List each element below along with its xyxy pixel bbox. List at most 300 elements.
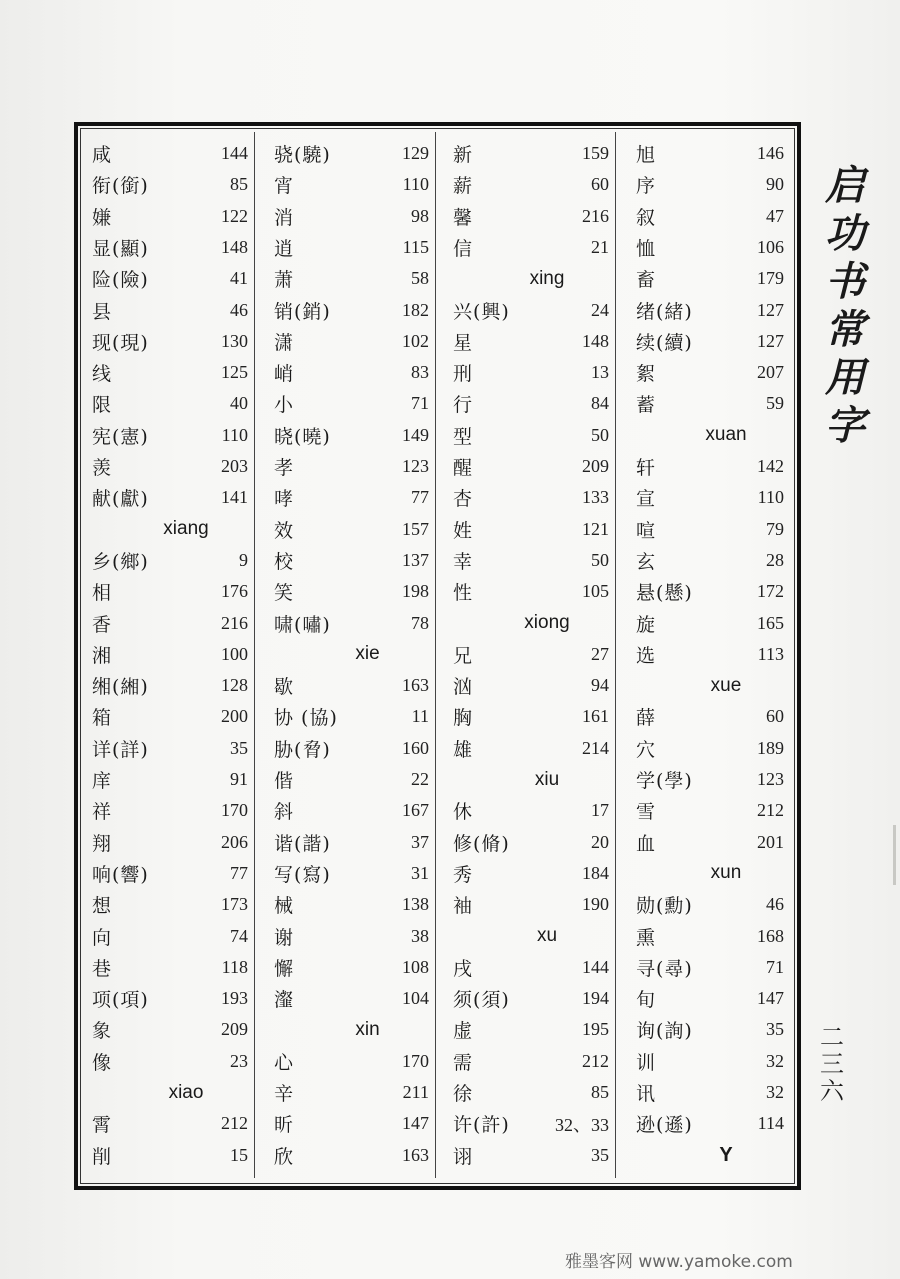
pinyin-label: xiong — [524, 612, 570, 633]
page-reference: 11 — [411, 706, 429, 727]
index-entry — [262, 420, 435, 451]
character-label: 孝 — [274, 457, 295, 479]
index-entry — [262, 670, 435, 701]
page-reference: 38 — [411, 925, 429, 946]
character-label: 休 — [453, 801, 474, 824]
index-entry — [624, 733, 790, 764]
index-entry — [262, 858, 435, 889]
index-entry — [262, 733, 435, 764]
character-label: 乡(鄉) — [92, 550, 149, 573]
index-entry — [624, 295, 790, 326]
index-entry — [624, 701, 790, 732]
index-entry — [84, 576, 254, 607]
index-entry — [84, 639, 254, 670]
side-title-char: 常 — [825, 306, 865, 353]
page-reference: 35 — [766, 1019, 784, 1040]
index-entry — [84, 482, 254, 513]
page-reference: 130 — [221, 330, 248, 351]
page-reference: 127 — [757, 330, 784, 351]
index-entry — [624, 1046, 790, 1077]
pinyin-label: Y — [719, 1143, 733, 1166]
index-entry — [443, 545, 615, 576]
index-entry — [624, 764, 790, 795]
index-entry — [262, 357, 435, 388]
page-reference: 13 — [591, 362, 609, 383]
index-entry — [443, 1014, 615, 1045]
page-reference: 190 — [582, 894, 609, 915]
page-reference: 37 — [411, 831, 429, 852]
index-entry — [84, 1108, 254, 1139]
index-entry — [84, 733, 254, 764]
index-entry — [84, 764, 254, 795]
index-entry — [624, 482, 790, 513]
page-reference: 144 — [221, 143, 248, 163]
index-entry — [262, 701, 435, 732]
index-entry — [262, 545, 435, 576]
character-label: 修(脩) — [453, 832, 510, 855]
character-label: 象 — [92, 1020, 113, 1043]
pinyin-label: xie — [355, 643, 380, 665]
index-entry — [443, 295, 615, 326]
character-label: 晓(曉) — [274, 425, 331, 448]
page-reference: 127 — [757, 299, 784, 320]
character-label: 线 — [92, 363, 113, 386]
pinyin-heading — [624, 1140, 790, 1171]
character-label: 雪 — [636, 801, 657, 824]
pinyin-label: xun — [710, 862, 742, 884]
character-label: 穴 — [636, 738, 657, 761]
page-reference: 193 — [221, 988, 248, 1009]
page-reference: 32 — [766, 1050, 784, 1071]
index-entry — [624, 263, 790, 294]
character-label: 嫌 — [92, 206, 113, 229]
page-reference: 9 — [239, 549, 248, 570]
page-reference: 15 — [230, 1144, 248, 1165]
character-label: 校 — [274, 550, 295, 573]
character-label: 逍 — [274, 237, 295, 260]
index-entry — [84, 451, 254, 482]
page-reference: 78 — [411, 612, 429, 633]
character-label: 项(項) — [92, 989, 149, 1012]
page-reference: 85 — [230, 174, 248, 195]
character-label: 旋 — [636, 613, 657, 636]
character-label: 险(險) — [92, 269, 149, 292]
pinyin-label: xiang — [163, 518, 209, 540]
pinyin-heading — [624, 420, 790, 451]
page-reference: 133 — [582, 487, 609, 508]
index-entry — [443, 1140, 615, 1171]
page-reference: 146 — [757, 143, 784, 163]
page-reference: 113 — [757, 643, 784, 664]
index-entry — [84, 545, 254, 576]
character-label: 羡 — [92, 457, 113, 479]
page-reference: 91 — [230, 769, 248, 789]
index-entry — [443, 889, 615, 920]
index-entry — [84, 921, 254, 952]
character-label: 咸 — [92, 144, 113, 166]
side-title-char: 字 — [825, 402, 865, 449]
page-reference: 209 — [221, 1019, 248, 1040]
character-label: 兴(興) — [453, 300, 510, 323]
index-entry — [443, 983, 615, 1014]
page-reference: 83 — [411, 362, 429, 383]
character-label: 薪 — [453, 175, 474, 198]
index-entry — [84, 827, 254, 858]
index-entry — [84, 952, 254, 983]
character-label: 小 — [274, 394, 295, 417]
character-label: 显(顯) — [92, 237, 149, 260]
character-label: 选 — [636, 644, 657, 667]
index-entry — [624, 952, 790, 983]
index-entry — [262, 232, 435, 263]
pinyin-label: xue — [710, 674, 742, 696]
character-label: 勋(勳) — [636, 895, 693, 918]
character-label: 胁(脅) — [274, 738, 331, 761]
character-label: 现(現) — [92, 331, 149, 354]
page-reference: 32 — [766, 1082, 784, 1102]
page-reference: 172 — [757, 581, 784, 602]
character-label: 幸 — [453, 550, 474, 573]
page-reference: 138 — [402, 894, 429, 915]
character-label: 新 — [453, 144, 474, 166]
page-reference: 32、33 — [555, 1114, 609, 1135]
page-reference: 216 — [221, 612, 248, 633]
index-entry — [262, 952, 435, 983]
page-reference: 141 — [221, 487, 248, 508]
pinyin-heading — [443, 263, 615, 294]
character-label: 许(許) — [453, 1114, 510, 1137]
index-entry — [262, 921, 435, 952]
page-edge-mark — [893, 825, 896, 885]
side-page-char: 三 — [820, 1050, 844, 1078]
character-label: 薛 — [636, 707, 657, 730]
character-label: 需 — [453, 1051, 474, 1074]
character-label: 诩 — [453, 1145, 474, 1168]
index-column-1 — [84, 132, 255, 1178]
index-entry — [443, 388, 615, 419]
page-reference: 41 — [230, 268, 248, 289]
index-entry — [84, 326, 254, 357]
index-entry — [262, 1077, 435, 1108]
index-entry — [443, 138, 615, 169]
character-label: 详(詳) — [92, 738, 149, 761]
index-entry — [443, 482, 615, 513]
page-reference: 170 — [402, 1050, 429, 1071]
character-label: 想 — [92, 895, 113, 918]
index-entry — [624, 983, 790, 1014]
side-title-char: 启 — [825, 162, 865, 209]
page-reference: 118 — [221, 956, 248, 977]
index-entry — [262, 1108, 435, 1139]
index-entry — [443, 1108, 615, 1139]
pinyin-heading — [84, 514, 254, 545]
character-label: 湘 — [92, 644, 113, 667]
page-reference: 71 — [411, 393, 429, 414]
character-label: 杏 — [453, 488, 474, 511]
page-reference: 173 — [221, 894, 248, 915]
page-reference: 35 — [591, 1144, 609, 1165]
page-reference: 148 — [221, 236, 248, 257]
index-entry — [84, 1046, 254, 1077]
page-reference: 157 — [402, 518, 429, 539]
page-reference: 85 — [591, 1082, 609, 1102]
character-label: 性 — [453, 582, 474, 605]
index-entry — [84, 138, 254, 169]
index-entry — [443, 952, 615, 983]
index-entry — [84, 858, 254, 889]
page-reference: 123 — [757, 769, 784, 789]
character-label: 峭 — [274, 363, 295, 386]
index-entry — [443, 576, 615, 607]
pinyin-label: xu — [536, 925, 558, 946]
page-reference: 147 — [757, 988, 784, 1009]
character-label: 学(學) — [636, 770, 693, 792]
character-label: 喧 — [636, 519, 657, 542]
page-reference: 110 — [221, 424, 248, 445]
index-entry — [262, 576, 435, 607]
character-label: 宵 — [274, 175, 295, 198]
index-entry — [84, 670, 254, 701]
page-reference: 167 — [402, 800, 429, 821]
index-entry — [624, 639, 790, 670]
index-entry — [624, 1014, 790, 1045]
character-label: 恤 — [636, 237, 657, 260]
character-label: 欣 — [274, 1145, 295, 1168]
character-label: 絮 — [636, 363, 657, 386]
index-entry — [624, 326, 790, 357]
character-label: 悬(懸) — [636, 582, 693, 605]
index-entry — [84, 608, 254, 639]
page-reference: 35 — [230, 737, 248, 758]
page-reference: 195 — [582, 1019, 609, 1040]
character-label: 畜 — [636, 269, 657, 292]
page-reference: 50 — [591, 549, 609, 570]
pinyin-heading — [443, 608, 615, 639]
pinyin-label: xing — [529, 267, 565, 289]
character-label: 祥 — [92, 801, 113, 824]
side-page-number — [812, 1024, 852, 1105]
character-label: 宣 — [636, 488, 657, 511]
character-label: 消 — [274, 206, 295, 229]
index-entry — [624, 1108, 790, 1139]
character-label: 虚 — [453, 1020, 474, 1043]
character-label: 熏 — [636, 926, 657, 949]
page-reference: 47 — [766, 205, 784, 226]
index-entry — [624, 451, 790, 482]
character-label: 庠 — [92, 770, 113, 792]
character-label: 徐 — [453, 1083, 474, 1105]
index-entry — [84, 1014, 254, 1045]
page-reference: 201 — [757, 831, 784, 852]
character-label: 啸(嘯) — [274, 613, 331, 636]
character-label: 姓 — [453, 519, 474, 542]
page-reference: 40 — [230, 393, 248, 414]
page-reference: 194 — [582, 988, 609, 1009]
side-book-title — [820, 162, 870, 450]
page-reference: 212 — [582, 1050, 609, 1071]
index-entry — [443, 326, 615, 357]
character-label: 潇 — [274, 331, 295, 354]
index-entry — [624, 545, 790, 576]
pinyin-heading — [443, 921, 615, 952]
page-reference: 144 — [582, 956, 609, 977]
character-label: 戌 — [453, 957, 474, 980]
page-reference: 46 — [766, 894, 784, 915]
index-entry — [443, 795, 615, 826]
character-label: 骁(驍) — [274, 144, 331, 166]
page-reference: 189 — [757, 737, 784, 758]
index-entry — [624, 608, 790, 639]
character-label: 信 — [453, 237, 474, 260]
index-entry — [443, 357, 615, 388]
page-reference: 71 — [766, 956, 784, 977]
character-label: 旭 — [636, 144, 657, 166]
character-label: 衔(銜) — [92, 175, 149, 198]
index-entry — [262, 451, 435, 482]
index-entry — [262, 388, 435, 419]
index-entry — [262, 1140, 435, 1171]
index-entry — [262, 983, 435, 1014]
page-reference: 114 — [757, 1113, 784, 1134]
page-reference: 77 — [230, 862, 248, 883]
page-reference: 28 — [766, 549, 784, 570]
index-entry — [262, 201, 435, 232]
character-label: 协 (協) — [274, 707, 338, 730]
character-label: 哮 — [274, 488, 295, 511]
page-reference: 142 — [757, 456, 784, 476]
page-reference: 110 — [757, 487, 784, 508]
index-entry — [443, 733, 615, 764]
index-entry — [624, 201, 790, 232]
page-reference: 108 — [402, 956, 429, 977]
character-label: 削 — [92, 1145, 113, 1168]
page-reference: 60 — [766, 706, 784, 727]
index-entry — [84, 232, 254, 263]
index-entry — [84, 1140, 254, 1171]
page-reference: 147 — [402, 1113, 429, 1134]
index-entry — [84, 295, 254, 326]
index-entry — [443, 701, 615, 732]
page-reference: 209 — [582, 456, 609, 476]
page-reference: 212 — [757, 800, 784, 821]
character-label: 绪(緒) — [636, 300, 693, 323]
index-entry — [624, 889, 790, 920]
page-reference: 121 — [582, 518, 609, 539]
page-reference: 122 — [221, 205, 248, 226]
side-page-char: 六 — [820, 1077, 844, 1105]
character-label: 谐(諧) — [274, 832, 331, 855]
watermark-text: 雅墨客网 www.yamoke.com — [565, 1252, 793, 1272]
index-entry — [84, 357, 254, 388]
index-entry — [84, 889, 254, 920]
page-reference: 179 — [757, 268, 784, 289]
page-reference: 104 — [402, 988, 429, 1009]
index-entry — [624, 169, 790, 200]
page-reference: 176 — [221, 581, 248, 602]
page-reference: 102 — [402, 330, 429, 351]
index-entry — [84, 795, 254, 826]
index-entry — [262, 169, 435, 200]
character-label: 心 — [274, 1051, 295, 1074]
index-entry — [443, 858, 615, 889]
character-label: 旬 — [636, 989, 657, 1012]
character-label: 胸 — [453, 707, 474, 730]
index-entry — [624, 576, 790, 607]
character-label: 偕 — [274, 770, 295, 792]
index-entry — [262, 608, 435, 639]
character-label: 斜 — [274, 801, 295, 824]
page-reference: 94 — [591, 675, 609, 696]
character-label: 续(續) — [636, 331, 693, 354]
character-label: 讯 — [636, 1083, 657, 1105]
page-reference: 58 — [411, 268, 429, 289]
page-reference: 125 — [221, 362, 248, 383]
side-page-char: 二 — [820, 1023, 844, 1051]
pinyin-label: xin — [355, 1018, 380, 1040]
index-entry — [443, 420, 615, 451]
page-reference: 207 — [757, 362, 784, 383]
pinyin-label: xiao — [168, 1081, 204, 1103]
character-label: 萧 — [274, 269, 295, 292]
character-label: 翔 — [92, 832, 113, 855]
character-label: 限 — [92, 394, 113, 417]
pinyin-heading — [262, 1014, 435, 1045]
character-label: 叙 — [636, 206, 657, 229]
page-reference: 198 — [402, 581, 429, 602]
character-label: 向 — [92, 926, 113, 949]
character-label: 血 — [636, 832, 657, 855]
page-reference: 159 — [582, 143, 609, 163]
page-reference: 203 — [221, 456, 248, 476]
character-label: 懈 — [274, 957, 295, 980]
page-reference: 148 — [582, 330, 609, 351]
index-entry — [262, 889, 435, 920]
page-reference: 31 — [411, 862, 429, 883]
index-entry — [262, 764, 435, 795]
character-label: 缃(緗) — [92, 676, 149, 699]
page-reference: 59 — [766, 393, 784, 414]
character-label: 献(獻) — [92, 488, 149, 511]
page-reference: 214 — [582, 737, 609, 758]
index-entry — [624, 921, 790, 952]
index-entry — [262, 263, 435, 294]
page-reference: 137 — [402, 549, 429, 570]
character-label: 霄 — [92, 1114, 113, 1137]
page-reference: 170 — [221, 800, 248, 821]
page-reference: 149 — [402, 424, 429, 445]
character-label: 寻(尋) — [636, 957, 693, 980]
page-reference: 23 — [230, 1050, 248, 1071]
character-label: 笑 — [274, 582, 295, 605]
index-entry — [443, 514, 615, 545]
character-label: 雄 — [453, 738, 474, 761]
index-entry — [443, 232, 615, 263]
page-reference: 184 — [582, 862, 609, 883]
pinyin-heading — [84, 1077, 254, 1108]
pinyin-heading — [624, 670, 790, 701]
page-reference: 165 — [757, 612, 784, 633]
character-label: 相 — [92, 582, 113, 605]
character-label: 兄 — [453, 644, 474, 667]
page-reference: 128 — [221, 675, 248, 696]
index-entry — [443, 201, 615, 232]
page-reference: 163 — [402, 1144, 429, 1165]
page-reference: 168 — [757, 925, 784, 946]
character-label: 械 — [274, 895, 295, 918]
pinyin-heading — [262, 639, 435, 670]
page-reference: 20 — [591, 831, 609, 852]
index-entry — [624, 827, 790, 858]
